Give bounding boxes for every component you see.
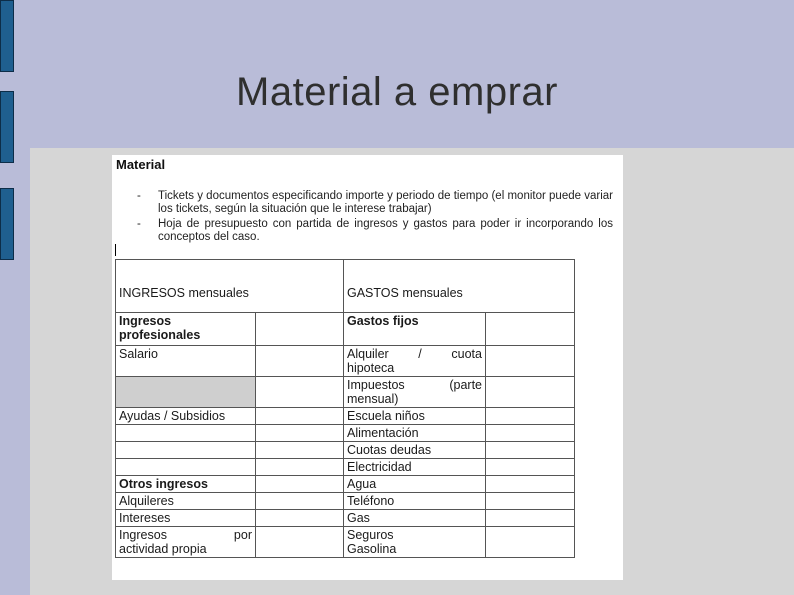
expense-cell: Gas xyxy=(344,510,486,527)
table-row xyxy=(116,442,575,459)
table-row xyxy=(116,313,575,346)
income-amount-cell xyxy=(256,510,344,527)
document-heading: Material xyxy=(116,157,166,172)
document-image xyxy=(112,155,623,580)
expense-cell: Teléfono xyxy=(344,493,486,510)
income-amount-cell xyxy=(256,459,344,476)
expense-amount-cell xyxy=(486,476,575,493)
expense-cell: Escuela niños xyxy=(344,408,486,425)
expense-amount-cell xyxy=(486,527,575,558)
text-cursor xyxy=(115,244,116,256)
expense-amount-cell xyxy=(486,313,575,346)
income-amount-cell xyxy=(256,425,344,442)
income-cell: Salario xyxy=(116,346,256,377)
expense-amount-cell xyxy=(486,425,575,442)
expense-amount-cell xyxy=(486,493,575,510)
expense-amount-cell xyxy=(486,346,575,377)
table-row xyxy=(116,408,575,425)
table-row xyxy=(116,346,575,377)
income-cell xyxy=(116,459,256,476)
left-accent-bar-top xyxy=(0,0,14,72)
income-amount-cell xyxy=(256,346,344,377)
income-amount-cell xyxy=(256,493,344,510)
expense-cell: Agua xyxy=(344,476,486,493)
income-amount-cell xyxy=(256,313,344,346)
expense-cell: Cuotas deudas xyxy=(344,442,486,459)
table-row xyxy=(116,493,575,510)
expense-amount-cell xyxy=(486,377,575,408)
table-row xyxy=(116,459,575,476)
bullet-dash: - xyxy=(137,190,141,202)
table-row xyxy=(116,377,575,408)
income-cell xyxy=(116,442,256,459)
income-amount-cell xyxy=(256,527,344,558)
expense-cell: Electricidad xyxy=(344,459,486,476)
table-row xyxy=(116,527,575,558)
expense-amount-cell xyxy=(486,510,575,527)
income-cell: Ingresos profesionales xyxy=(116,313,256,346)
bullet-dash: - xyxy=(137,218,141,230)
table-row xyxy=(116,425,575,442)
header-income: INGRESOS mensuales xyxy=(116,260,344,313)
budget-table xyxy=(115,259,575,558)
table-header-row xyxy=(116,260,575,313)
expense-cell: Alimentación xyxy=(344,425,486,442)
income-amount-cell xyxy=(256,408,344,425)
income-cell: Intereses xyxy=(116,510,256,527)
slide-title: Material a emprar xyxy=(236,70,558,114)
income-cell: Otros ingresos xyxy=(116,476,256,493)
expense-cell: Gastos fijos xyxy=(344,313,486,346)
income-amount-cell xyxy=(256,476,344,493)
income-cell xyxy=(116,377,256,408)
table-row xyxy=(116,476,575,493)
bullet-text: Hoja de presupuesto con partida de ingresos y gastos para poder ir incorporando los conceptos del caso. xyxy=(158,218,613,243)
expense-cell: Impuestos (parte mensual) xyxy=(344,377,486,408)
income-amount-cell xyxy=(256,377,344,408)
expense-cell: Seguros Gasolina xyxy=(344,527,486,558)
header-expense: GASTOS mensuales xyxy=(344,260,575,313)
income-cell: Ayudas / Subsidios xyxy=(116,408,256,425)
expense-amount-cell xyxy=(486,442,575,459)
left-accent-bar-bottom xyxy=(0,188,14,260)
table-row xyxy=(116,510,575,527)
income-cell: Alquileres xyxy=(116,493,256,510)
expense-cell: Alquiler / cuota hipoteca xyxy=(344,346,486,377)
expense-amount-cell xyxy=(486,459,575,476)
bullet-text: Tickets y documentos especificando importe y periodo de tiempo (el monitor puede variar los tickets, según la situación que le interese trabajar) xyxy=(158,190,613,215)
expense-amount-cell xyxy=(486,408,575,425)
income-cell xyxy=(116,425,256,442)
income-cell: Ingresos por actividad propia xyxy=(116,527,256,558)
income-amount-cell xyxy=(256,442,344,459)
